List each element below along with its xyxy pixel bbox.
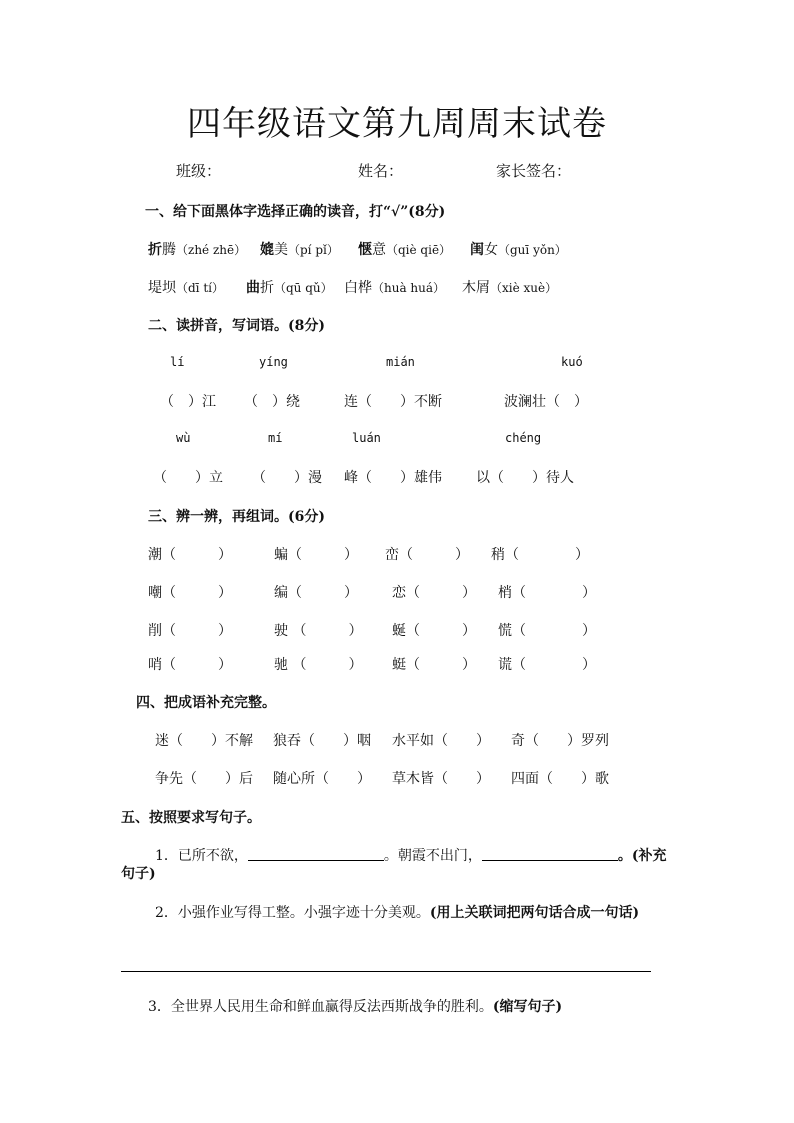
word-group-item: 削（ ） bbox=[148, 623, 232, 639]
section1-item: 惬意（qiè qiē） bbox=[358, 242, 452, 258]
word-blank: 连（ ）不断 bbox=[344, 394, 442, 410]
section1-heading: 一、给下面黑体字选择正确的读音，打“√”(8分) bbox=[145, 204, 446, 220]
section1-item: 白桦（huà huá） bbox=[344, 280, 446, 296]
idiom-item: 奇（ ）罗列 bbox=[511, 733, 609, 749]
word-group-item: 蜓（ ） bbox=[392, 657, 476, 673]
answer-blank[interactable] bbox=[248, 846, 384, 861]
word-group-item: 哨（ ） bbox=[148, 657, 232, 673]
answer-line[interactable] bbox=[121, 971, 651, 972]
word-blank: （ ）立 bbox=[153, 470, 223, 486]
word-blank: （ ）江 bbox=[160, 394, 216, 410]
idiom-item: 四面（ ）歌 bbox=[511, 771, 609, 787]
section1-item: 媲美（pí pǐ） bbox=[260, 242, 339, 258]
word-blank: 以（ ）待人 bbox=[476, 470, 574, 486]
section3-heading: 三、辨一辨，再组词。(6分) bbox=[148, 509, 325, 525]
question-1: 1．已所不欲， 。朝霞不出门， 。(补充 bbox=[155, 848, 667, 864]
idiom-item: 迷（ ）不解 bbox=[155, 733, 253, 749]
idiom-item: 草木皆（ ） bbox=[392, 771, 490, 787]
class-label: 班级： bbox=[176, 162, 222, 180]
parent-signature-label: 家长签名： bbox=[496, 162, 572, 180]
word-group-item: 蝙（ ） bbox=[274, 547, 358, 563]
pinyin-prompt: mián bbox=[386, 355, 415, 369]
word-group-item: 蜒（ ） bbox=[392, 623, 476, 639]
word-group-item: 驰 （ ） bbox=[274, 657, 363, 673]
word-blank: 峰（ ）雄伟 bbox=[344, 470, 442, 486]
word-group-item: 嘲（ ） bbox=[148, 585, 232, 601]
question-3: 3．全世界人民用生命和鲜血赢得反法西斯战争的胜利。(缩写句子) bbox=[148, 999, 563, 1015]
idiom-item: 随心所（ ） bbox=[273, 771, 371, 787]
word-group-item: 编（ ） bbox=[274, 585, 358, 601]
section2-heading: 二、读拼音，写词语。(8分) bbox=[148, 318, 325, 334]
pinyin-prompt: kuó bbox=[561, 355, 583, 369]
section1-item: 木屑（xiè xuè） bbox=[462, 280, 558, 296]
section1-item: 曲折（qū qǔ） bbox=[246, 280, 333, 296]
idiom-item: 争先（ ）后 bbox=[155, 771, 253, 787]
idiom-item: 水平如（ ） bbox=[392, 733, 490, 749]
section5-heading: 五、按照要求写句子。 bbox=[121, 810, 261, 826]
section1-item: 闺女（guī yǒn） bbox=[470, 242, 567, 258]
word-blank: （ ）绕 bbox=[244, 394, 300, 410]
word-group-item: 峦（ ） bbox=[385, 547, 469, 563]
name-label: 姓名： bbox=[358, 162, 404, 180]
pinyin-prompt: luán bbox=[352, 431, 381, 445]
section4-heading: 四、把成语补充完整。 bbox=[136, 695, 276, 711]
question-2: 2．小强作业写得工整。小强字迹十分美观。(用上关联词把两句话合成一句话) bbox=[155, 905, 640, 921]
word-group-item: 稍（ ） bbox=[491, 547, 589, 563]
pinyin-prompt: mí bbox=[268, 431, 283, 445]
answer-blank[interactable] bbox=[482, 846, 618, 861]
section1-item: 堤坝（dī tí） bbox=[148, 280, 224, 296]
pinyin-prompt: wù bbox=[176, 431, 191, 445]
word-group-item: 驶 （ ） bbox=[274, 623, 363, 639]
page-title: 四年级语文第九周周末试卷 bbox=[187, 104, 607, 144]
pinyin-prompt: chéng bbox=[505, 431, 542, 445]
word-group-item: 恋（ ） bbox=[392, 585, 476, 601]
word-group-item: 谎（ ） bbox=[498, 657, 596, 673]
word-group-item: 梢（ ） bbox=[498, 585, 596, 601]
word-group-item: 潮（ ） bbox=[148, 547, 232, 563]
idiom-item: 狼吞（ ）咽 bbox=[273, 733, 371, 749]
pinyin-prompt: lí bbox=[170, 355, 185, 369]
section1-item: 折腾（zhé zhē） bbox=[148, 242, 247, 258]
question-1-continued: 句子) bbox=[121, 866, 156, 882]
word-group-item: 慌（ ） bbox=[498, 623, 596, 639]
word-blank: 波澜壮（ ） bbox=[504, 394, 588, 410]
pinyin-prompt: yíng bbox=[259, 355, 288, 369]
word-blank: （ ）漫 bbox=[252, 470, 322, 486]
